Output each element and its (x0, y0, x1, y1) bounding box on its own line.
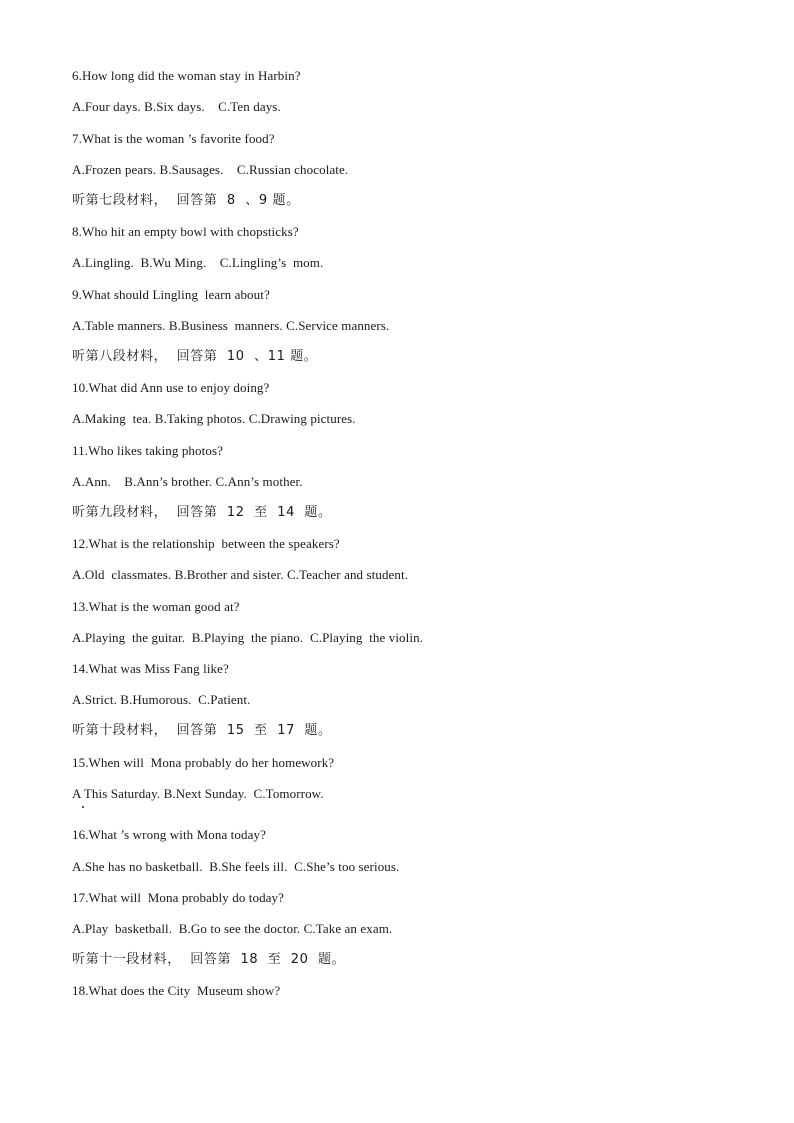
options-13: A.Playing the guitar. B.Playing the piano. C.Playing the violin. (72, 630, 424, 645)
question-14: 14.What was Miss Fang like? (72, 661, 229, 676)
section-heading-9: 听第九段材料， 回答第 12 至 14 题。 (72, 505, 332, 520)
stray-mark (82, 806, 84, 808)
options-15: A This Saturday. B.Next Sunday. C.Tomorrow. (72, 786, 324, 801)
question-12: 12.What is the relationship between the speakers? (72, 536, 340, 551)
options-6: A.Four days. B.Six days. C.Ten days. (72, 99, 281, 114)
options-14: A.Strict. B.Humorous. C.Patient. (72, 692, 251, 707)
options-7: A.Frozen pears. B.Sausages. C.Russian chocolate. (72, 162, 349, 177)
options-16: A.She has no basketball. B.She feels ill. C.She’s too serious. (72, 859, 400, 874)
section-heading-8: 听第八段材料， 回答第 10 、11 题。 (72, 349, 318, 364)
section-heading-10: 听第十段材料， 回答第 15 至 17 题。 (72, 723, 332, 738)
question-11: 11.Who likes taking photos? (72, 443, 223, 458)
question-18: 18.What does the City Museum show? (72, 983, 281, 998)
options-17: A.Play basketball. B.Go to see the doctor. C.Take an exam. (72, 921, 393, 936)
question-13: 13.What is the woman good at? (72, 599, 240, 614)
section-heading-7: 听第七段材料， 回答第 8 、9 题。 (72, 193, 300, 208)
question-10: 10.What did Ann use to enjoy doing? (72, 380, 270, 395)
options-9: A.Table manners. B.Business manners. C.Service manners. (72, 318, 390, 333)
question-17: 17.What will Mona probably do today? (72, 890, 285, 905)
options-8: A.Lingling. B.Wu Ming. C.Lingling’s mom. (72, 255, 324, 270)
options-12: A.Old classmates. B.Brother and sister. C.Teacher and student. (72, 567, 409, 582)
section-heading-11: 听第十一段材料， 回答第 18 至 20 题。 (72, 952, 346, 967)
question-16: 16.What ’s wrong with Mona today? (72, 827, 266, 842)
question-6: 6.How long did the woman stay in Harbin? (72, 68, 301, 83)
question-15: 15.When will Mona probably do her homework? (72, 755, 335, 770)
options-10: A.Making tea. B.Taking photos. C.Drawing pictures. (72, 411, 356, 426)
question-8: 8.Who hit an empty bowl with chopsticks? (72, 224, 299, 239)
options-11: A.Ann. B.Ann’s brother. C.Ann’s mother. (72, 474, 303, 489)
question-7: 7.What is the woman ’s favorite food? (72, 131, 275, 146)
question-9: 9.What should Lingling learn about? (72, 287, 270, 302)
